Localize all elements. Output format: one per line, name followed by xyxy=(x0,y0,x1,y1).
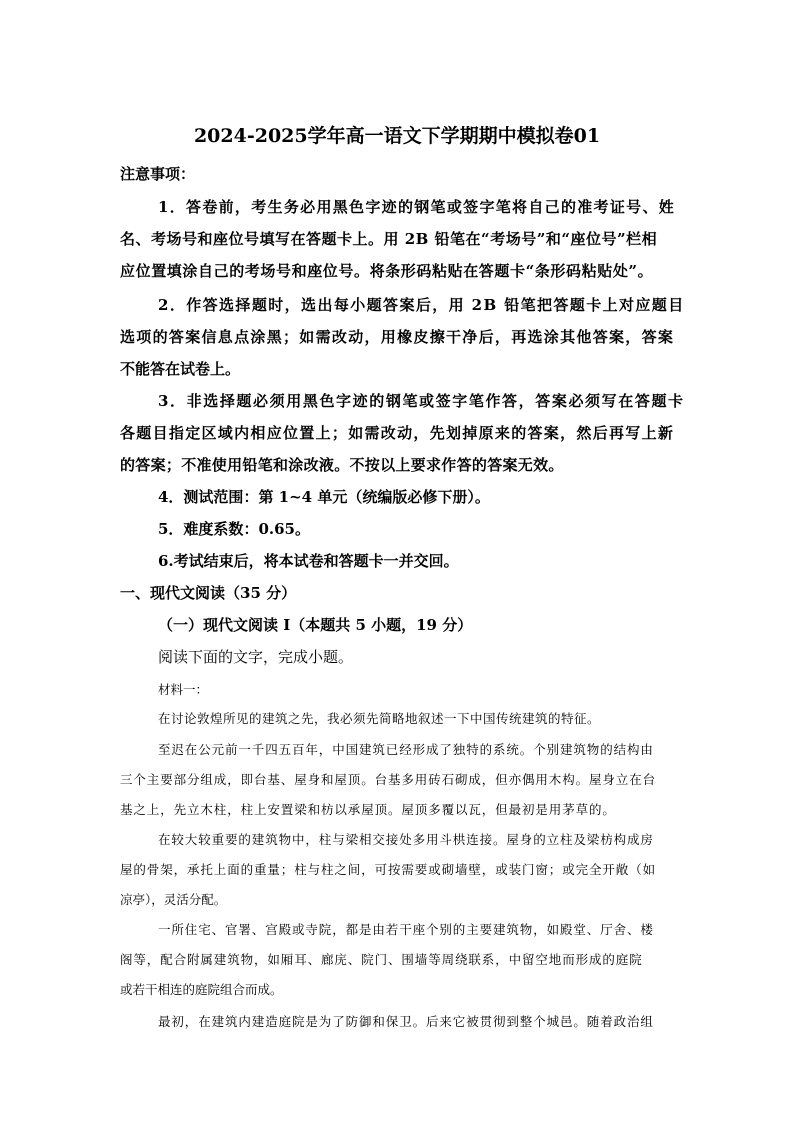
instruction-line: 的答案；不准使用铅笔和涂改液。不按以上要求作答的答案无效。 xyxy=(120,456,564,474)
instruction-line: 应位置填涂自己的考场号和座位号。将条形码粘贴在答题卡“条形码粘贴处”。 xyxy=(120,262,654,280)
material-line: 一所住宅、官署、宫殿或寺院，都是由若干座个别的主要建筑物，如殿堂、厅舍、楼 xyxy=(158,922,654,937)
material-line: 三个主要部分组成，即台基、屋身和屋顶。台基多用砖石砌成，但亦偶用木构。屋身立在台 xyxy=(120,772,657,787)
instruction-line: 1．答卷前，考生务必用黑色字迹的钢笔或签字笔将自己的准考证号、姓 xyxy=(158,198,676,216)
reading-prompt: 阅读下面的文字，完成小题。 xyxy=(158,648,354,666)
material-paragraph: 最初，在建筑内建造庭院是为了防御和保卫。后来它被贯彻到整个城邑。随着政治组 xyxy=(158,1014,654,1029)
section-heading: 一、现代文阅读（35 分） xyxy=(120,584,297,602)
instruction-line: 名、考场号和座位号填写在答题卡上。用 2B 铅笔在“考场号”和“座位号”栏相 xyxy=(120,230,658,248)
material-line: 在较大较重要的建筑物中，柱与梁相交接处多用斗栱连接。屋身的立柱及梁枋构成房 xyxy=(158,832,654,847)
material-line: 或若干相连的庭院组合而成。 xyxy=(120,982,283,997)
subsection-heading: （一）现代文阅读 I（本题共 5 小题，19 分） xyxy=(158,616,473,634)
instruction-line: 3．非选择题必须用黑色字迹的钢笔或签字笔作答，答案必须写在答题卡 xyxy=(158,392,685,410)
material-line: 凉亭），灵活分配。 xyxy=(120,892,227,907)
instruction-line: 各题目指定区域内相应位置上；如需改动，先划掉原来的答案，然后再写上新 xyxy=(120,424,675,442)
material-line: 至迟在公元前一千四五百年，中国建筑已经形成了独特的系统。个别建筑物的结构由 xyxy=(158,742,654,757)
instruction-line: 选项的答案信息点涂黑；如需改动，用橡皮擦干净后，再选涂其他答案，答案 xyxy=(120,328,675,346)
material-line: 屋的骨架，承托上面的重量；柱与柱之间，可按需要或砌墙壁，或装门窗；或完全开敞（如 xyxy=(120,862,657,877)
instruction-item: 5．难度系数：0.65。 xyxy=(158,520,310,538)
material-line: 阁等，配合附属建筑物，如厢耳、廊庑、院门、围墙等周绕联系，中留空地而形成的庭院 xyxy=(120,952,643,967)
instruction-line: 2．作答选择题时，选出每小题答案后，用 2B 铅笔把答题卡上对应题目 xyxy=(158,296,685,314)
material-line: 基之上，先立木柱，柱上安置梁和枋以承屋顶。屋顶多覆以瓦，但最初是用茅草的。 xyxy=(120,802,616,817)
instruction-item: 6.考试结束后，将本试卷和答题卡一并交回。 xyxy=(158,552,459,570)
exam-title: 2024-2025学年高一语文下学期期中模拟卷01 xyxy=(193,125,601,147)
instruction-line: 不能答在试卷上。 xyxy=(120,360,241,378)
notice-heading: 注意事项： xyxy=(120,165,196,183)
material-paragraph: 在讨论敦煌所见的建筑之先，我必须先简略地叙述一下中国传统建筑的特征。 xyxy=(158,711,601,726)
material-label: 材料一： xyxy=(158,682,209,697)
instruction-item: 4．测试范围：第 1~4 单元（统编版必修下册）。 xyxy=(158,488,490,506)
